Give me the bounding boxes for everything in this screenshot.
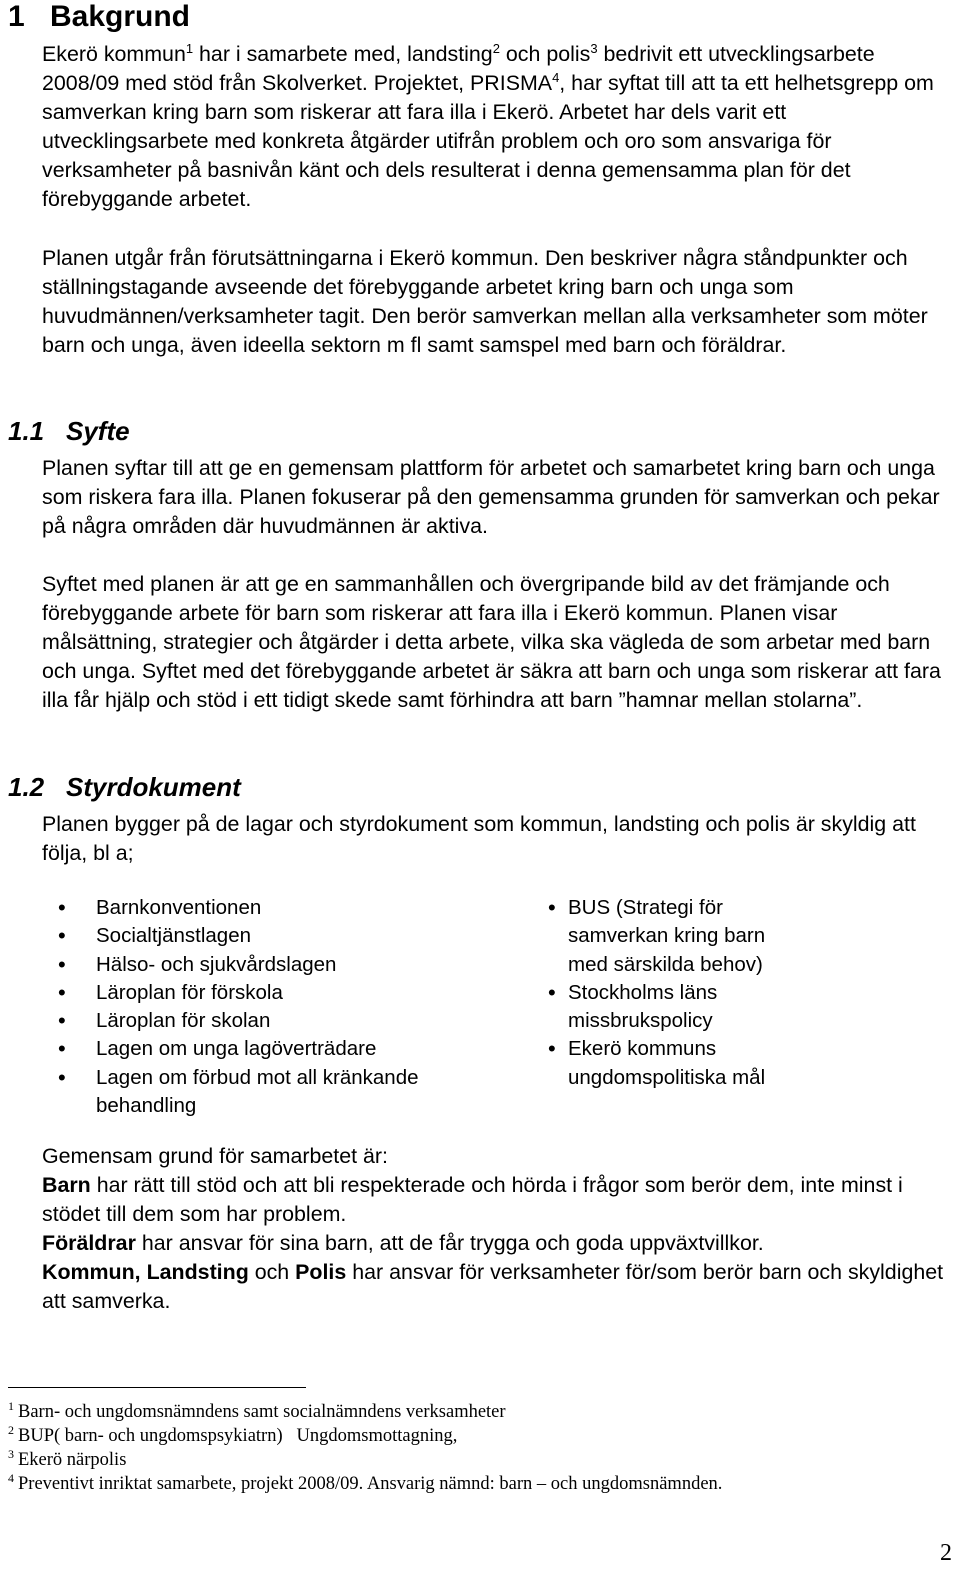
barn-text: har rätt till stöd och att bli respekterade och hörda i frågor som berör dem, inte minst i stödet till dem som har problem. [42,1173,903,1226]
text-run: bedrivit ett utvecklingsarbete 2008/09 med stöd från Skolverket. Projektet, PRISMA [42,42,875,95]
styrdokument-list-left [42,894,482,1120]
footnote-number: 3 [8,1446,14,1461]
list-item: • Barnkonventionen [42,894,482,922]
footnote-ref-2[interactable]: 2 [492,40,500,56]
foraldrar-label: Föräldrar [42,1231,136,1255]
footnote-3 [8,1448,948,1472]
text-run: , har syftat till att ta ett helhetsgrepp om samverkan kring barn som riskerar att fara illa i Ekerö. Arbetet har dels varit ett utvecklingsarbete med konkreta åtgärder utifrån problem och oro som ansvariga för verksamheter på basnivån känt och dels resulterat i denna gemensamma plan för det förebyggande arbetet. [42,71,934,211]
och-text: och [248,1260,296,1284]
heading-number: 1.2 [8,772,45,802]
footnote-2 [8,1424,948,1448]
gemensam-grund [42,1142,947,1316]
heading-title: Bakgrund [50,0,191,33]
bakgrund-paragraph-1 [42,40,954,214]
heading-number: 1 [8,0,25,33]
list-item: • BUS (Strategi för samverkan kring barn med särskilda behov) [542,894,802,979]
footnote-text: Preventivt inriktat samarbete, projekt 2008/09. Ansvarig nämnd: barn – och ungdomsnämnden. [18,1474,723,1494]
list-item: • Lagen om förbud mot all kränkande behandling [42,1064,482,1121]
footnote-1 [8,1400,948,1424]
footnote-text: Ekerö närpolis [18,1450,127,1470]
footnote-text: Barn- och ungdomsnämndens samt socialnämndens verksamheter [18,1402,506,1422]
footnote-4 [8,1472,948,1496]
syfte-paragraph-2: Syftet med planen är att ge en sammanhållen och övergripande bild av det främjande och förebyggande arbete för barn som riskerar att fara illa i Ekerö kommun. Planen visar målsättning, strategier och åtgärder i detta arbete, vilka ska vägleda de som arbetar med barn och unga. Syftet med det förebyggande arbetet är säkra att barn och unga som riskerar att fara illa får hjälp och stöd i ett tidigt skede samt förhindra att barn ”hamnar mellan stolarna”. [42,572,941,712]
list-item: • Hälso- och sjukvårdslagen [42,951,482,979]
list-item: • Socialtjänstlagen [42,922,482,950]
barn-label: Barn [42,1173,91,1197]
heading-bakgrund [8,0,190,34]
footnotes [8,1400,948,1496]
styrdokument-list-right [542,894,802,1092]
polis-label: Polis [295,1260,347,1284]
foraldrar-text: har ansvar för sina barn, att de får trygga och goda uppväxtvillkor. [135,1231,764,1255]
list-item: • Läroplan för förskola [42,979,482,1007]
bakgrund-paragraph-2: Planen utgår från förutsättningarna i Ekerö kommun. Den beskriver några ståndpunkter och ställningstagande avseende det förebyggande arbetet kring barn och unga som huvudmännen/verksamheter tagit. Den berör samverkan mellan alla verksamheter som möter barn och unga, även ideella sektorn m fl samt samspel med barn och föräldrar. [42,246,928,357]
footnote-text: BUP( barn- och ungdomspsykiatrn) Ungdomsmottagning, [18,1426,458,1446]
footnote-ref-3[interactable]: 3 [590,40,598,56]
heading-title: Syfte [66,416,130,446]
text-run: Ekerö kommun [42,42,186,66]
heading-number: 1.1 [8,416,45,446]
heading-title: Styrdokument [66,772,241,802]
footnote-ref-4[interactable]: 4 [552,69,560,85]
list-item: • Läroplan för skolan [42,1007,482,1035]
text-run: har i samarbete med, landsting [193,42,493,66]
polis-text: har ansvar för verksamheter för/som berör barn och skyldighet att samverka. [42,1260,944,1313]
gemensam-grund-lead: Gemensam grund för samarbetet är: [42,1144,388,1168]
styrdokument-intro: Planen bygger på de lagar och styrdokument som kommun, landsting och polis är skyldig att följa, bl a; [42,812,916,865]
list-item: • Stockholms läns missbrukspolicy [542,979,802,1036]
syfte-paragraph-1: Planen syftar till att ge en gemensam plattform för arbetet och samarbetet kring barn och unga som riskera fara illa. Planen fokuserar på den gemensamma grunden för samverkan och pekar på några områden där huvudmännen är aktiva. [42,456,940,538]
footnote-number: 2 [8,1422,14,1437]
text-run: och polis [499,42,591,66]
heading-styrdokument [8,772,241,802]
kommun-landsting-label: Kommun, Landsting [42,1260,249,1284]
footnote-ref-1[interactable]: 1 [185,40,194,56]
list-item: • Ekerö kommuns ungdomspolitiska mål [542,1035,802,1092]
list-item: • Lagen om unga lagöverträdare [42,1035,482,1063]
footnote-number: 1 [8,1398,14,1413]
page-number: 2 [940,1540,952,1566]
heading-syfte [8,416,130,446]
footnote-number: 4 [8,1470,14,1485]
footnote-separator [8,1387,306,1388]
